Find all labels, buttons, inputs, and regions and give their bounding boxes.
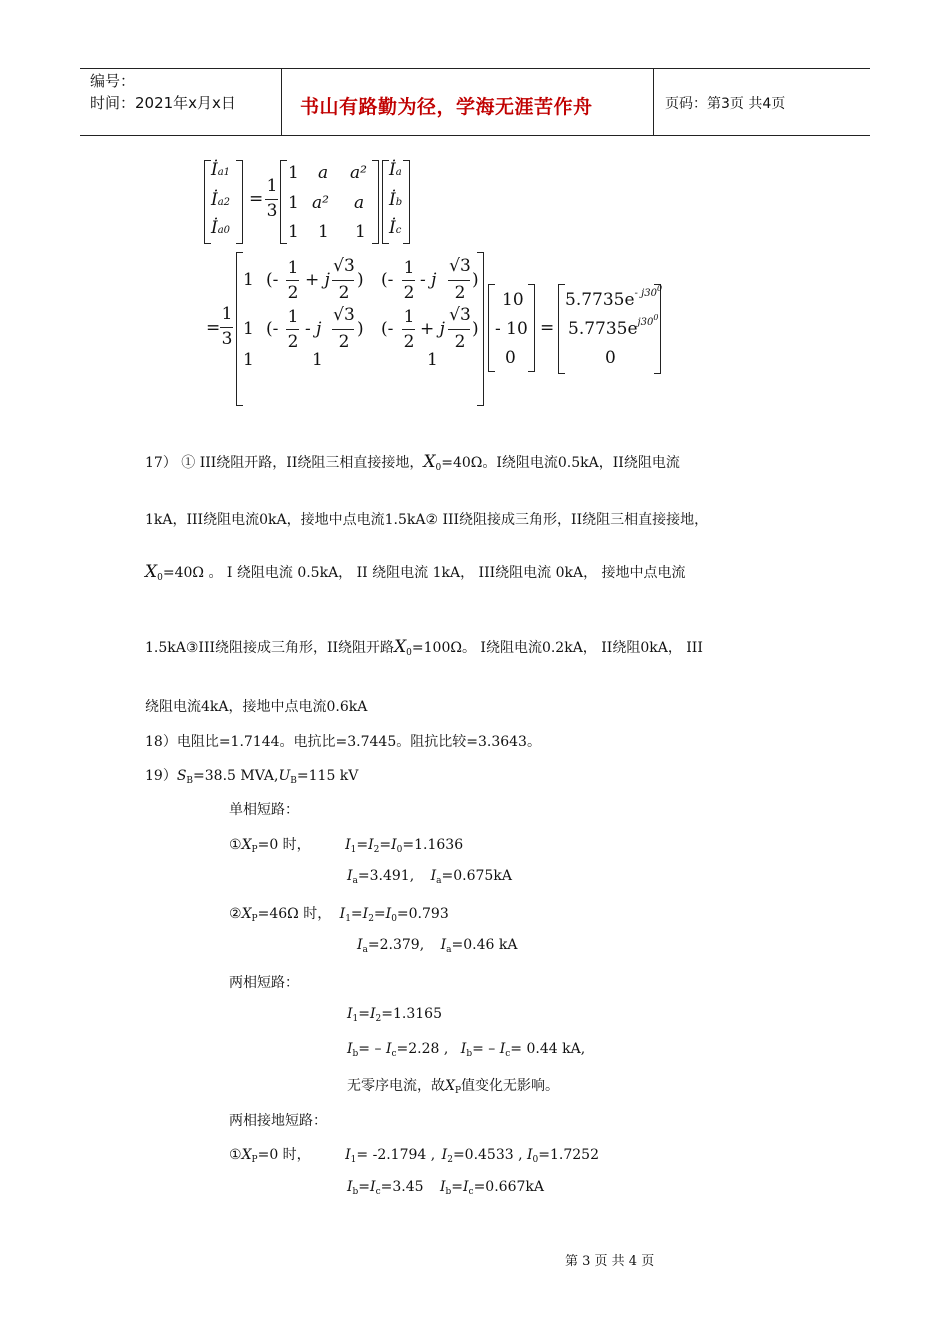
doc-time-label: 时间：2021年x月x日 (90, 94, 236, 112)
bm-r1-minusj: - j (420, 270, 437, 290)
rhs-bracket-right (403, 160, 410, 244)
para17-line2: 1kA，III绕阻电流0kA，接地中点电流1.5kA② III绕阻接成三角形，II绕阻三相直接接地， (145, 512, 709, 528)
bm-r2-sqrt1: √3 (333, 305, 355, 325)
bm-r2-half1-den: 2 (287, 332, 299, 352)
para17-line1: 17） ① III绕阻开路，II绕阻三相直接接地，$X_0=40\Omega$。I绕阻电流0.5kA，II绕阻电流 (145, 452, 680, 473)
m-r3c3: 1 (355, 222, 366, 242)
bm-r2-sqrt2: √3 (449, 305, 471, 325)
bm-r2-half2-num: 1 (403, 307, 415, 327)
m-r2c1: 1 (288, 193, 299, 213)
bm-r2-sqrt1-den: 2 (338, 332, 350, 352)
two-phase-line2: $I_b= - I_c=2.28$ , $I_b= - I_c= 0.44$ kA, (347, 1041, 586, 1059)
para17-line5: 绕阻电流4kA，接地中点电流0.6kA (145, 699, 368, 715)
para17-line4: 1.5kA③III绕阻接成三角形，II绕阻开路$X_0=100\Omega$。 I绕阻电流0.2kA， II绕阻0kA， III (145, 637, 703, 658)
rhs-bracket-left (382, 160, 389, 244)
coef2-bar (220, 327, 233, 328)
rhs-i-a: İa (389, 160, 402, 180)
bm-r2-half2-bar (402, 329, 415, 330)
vec-v2: - 10 (495, 319, 528, 339)
bm-r1-sqrt2: √3 (449, 256, 471, 276)
two-phase-heading: 两相短路： (229, 975, 299, 991)
bm-r1-sqrt1-den: 2 (338, 283, 350, 303)
bm-r1-open2: (- (381, 270, 394, 290)
bm-r2-minusj: - j (305, 319, 322, 339)
m-r2c3: a (354, 193, 365, 213)
single-case1-line1: $①X_P=0$ 时， $I_1=I_2=I_0=1.1636$ (229, 837, 464, 855)
page-footer: 第 3 页 共 4 页 (565, 1254, 655, 1269)
header-bottom-rule (80, 135, 870, 136)
bm-r1-sqrt2-den: 2 (454, 283, 466, 303)
bm-r2-sqrt2-bar (448, 329, 470, 330)
bm-r2-half1-num: 1 (287, 307, 299, 327)
two-phase-ground-line1: $①X_P=0$ 时， $I_1= -2.1794$ , $I_2=0.4533$ , $I_0=1.7252$ (229, 1147, 599, 1165)
bm-r1-half1-num: 1 (287, 258, 299, 278)
bm-r1c1: 1 (243, 270, 254, 290)
para17-line3: $X_0=40\Omega$ 。 I 绕阻电流 0.5kA， II 绕阻电流 1kA， III绕阻电流 0kA， 接地中点电流 (145, 562, 686, 583)
bm-r2-open2: (- (381, 319, 394, 339)
res-v3: 0 (605, 348, 616, 368)
bm-r3c3: 1 (427, 350, 438, 370)
bm-r2-sqrt2-den: 2 (454, 332, 466, 352)
bm-r1-sqrt2-bar (448, 280, 470, 281)
bm-r1-half2-den: 2 (403, 283, 415, 303)
m-r1c3: a² (350, 163, 367, 183)
bm-r1-open1: (- (266, 270, 279, 290)
header-left (90, 70, 236, 114)
coef2-den: 3 (221, 329, 233, 349)
bm-r1-close2: ) (472, 270, 479, 290)
two-phase-ground-heading: 两相接地短路： (229, 1113, 327, 1129)
vec-bracket-left (488, 284, 495, 372)
m-r3c1: 1 (288, 222, 299, 242)
single-case2-line1: $②X_P=46\Omega$ 时， $I_1=I_2=I_0=0.793$ (229, 906, 449, 924)
header-top-rule (80, 68, 870, 69)
bm-r1-plusj: + j (305, 270, 330, 290)
bm-r1-sqrt1-bar (332, 280, 354, 281)
header-motto: 书山有路勤为径，学海无涯苦作舟 (300, 96, 593, 118)
res-bracket-left (558, 284, 565, 374)
vec-v1: 10 (502, 290, 524, 310)
lhs-i-a1: İa1 (211, 160, 231, 180)
bm-r1-close1: ) (357, 270, 364, 290)
bm-r2-close1: ) (357, 319, 364, 339)
single-phase-heading: 单相短路： (229, 802, 299, 818)
m-r1c2: a (318, 163, 329, 183)
bm-r2c1: 1 (243, 319, 254, 339)
header-page-info: 页码：第3页 共4页 (665, 96, 786, 112)
matrix-bracket-left (280, 160, 287, 244)
bracket-right (236, 160, 243, 244)
coef-num: 1 (266, 176, 278, 196)
lhs-i-a2: İa2 (211, 190, 231, 210)
m-r3c2: 1 (318, 222, 329, 242)
bm-r2-plusj: + j (420, 319, 445, 339)
vec-v3: 0 (505, 348, 516, 368)
m-r1c1: 1 (288, 163, 299, 183)
two-phase-line3: 无零序电流，故$X_P$值变化无影响。 (347, 1078, 560, 1096)
para19-base: $19)S_B=38.5$ $MVA,U_B=115$ kV (145, 768, 359, 786)
header-divider-left (281, 68, 282, 136)
bm-r1-half2-num: 1 (403, 258, 415, 278)
bm-r1-half1-den: 2 (287, 283, 299, 303)
coef2-num: 1 (221, 304, 233, 324)
matrix-bracket-right (372, 160, 379, 244)
bm-r2-half1-bar (286, 329, 299, 330)
res-v1: $5.7735e^{- j300}$ (565, 284, 663, 310)
m-r2c2: a² (312, 193, 329, 213)
bm-r2-half2-den: 2 (403, 332, 415, 352)
single-case1-line2: $I_a=3.491$, $I_a=0.675kA$ (347, 868, 512, 886)
single-case2-line2: $I_a=2.379$, $I_a=0.46$ kA (357, 937, 518, 955)
equals-sign: = (249, 189, 264, 209)
res-v2: $5.7735e^{j300}$ (568, 313, 659, 339)
bm-r1-sqrt1: √3 (333, 256, 355, 276)
bm-r3c2: 1 (312, 350, 323, 370)
lhs-i-a0: İa0 (211, 218, 231, 238)
vec-bracket-right (528, 284, 535, 372)
para18: 18）电阻比=1.7144。电抗比=3.7445。阻抗比较=3.3643。 (145, 734, 541, 750)
rhs-i-b: İb (389, 190, 403, 210)
rhs-i-c: İc (389, 218, 402, 238)
big-matrix-bracket-left (236, 252, 243, 406)
two-phase-ground-line2: $I_b=I_c=3.45$ $I_b=I_c=0.667kA$ (347, 1179, 544, 1197)
two-phase-line1: $I_1=I_2=1.3165$ (347, 1006, 442, 1024)
equals-sign-2: = (206, 318, 221, 338)
doc-number-label: 编号： (90, 72, 136, 90)
bm-r2-open1: (- (266, 319, 279, 339)
bracket-left (204, 160, 211, 244)
bm-r3c1: 1 (243, 350, 254, 370)
header-divider-right (653, 68, 654, 136)
coef-bar (265, 199, 278, 200)
bm-r2-sqrt1-bar (332, 329, 354, 330)
bm-r1-half2-bar (402, 280, 415, 281)
bm-r2-close2: ) (472, 319, 479, 339)
bm-r1-half1-bar (286, 280, 299, 281)
coef-den: 3 (266, 201, 278, 221)
equals-sign-3: = (540, 318, 555, 338)
